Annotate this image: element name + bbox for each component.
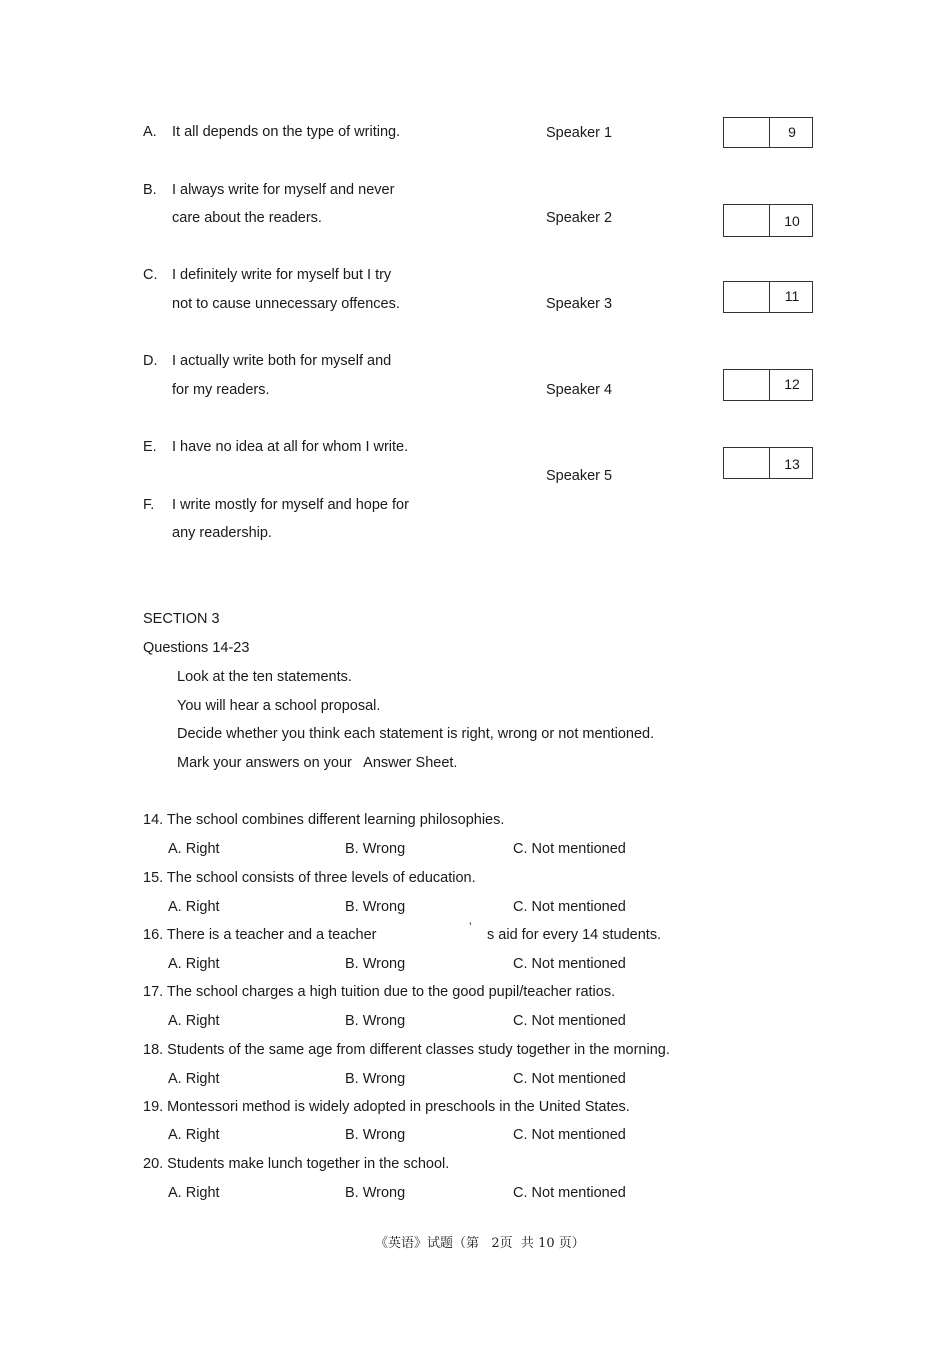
question-15-text: 15. The school consists of three levels of education. [143, 870, 476, 886]
choice-right[interactable]: A. Right [168, 1013, 220, 1029]
option-text-b-line1: I always write for myself and never [172, 182, 395, 198]
speaker-1-label: Speaker 1 [546, 125, 613, 141]
choice-wrong[interactable]: B. Wrong [345, 1127, 406, 1143]
choice-right[interactable]: A. Right [168, 956, 220, 972]
box-number: 12 [784, 376, 800, 392]
choice-not-mentioned[interactable]: C. Not mentioned [513, 899, 626, 915]
box-number: 13 [784, 456, 800, 472]
option-text-c-line2: not to cause unnecessary offences. [172, 296, 400, 312]
option-text-f-line2: any readership. [172, 525, 272, 541]
option-letter-e: E. [143, 439, 157, 455]
question-20-text: 20. Students make lunch together in the school. [143, 1156, 450, 1172]
choice-wrong[interactable]: B. Wrong [345, 899, 406, 915]
speaker-2-label: Speaker 2 [546, 210, 613, 226]
option-letter-d: D. [143, 353, 158, 369]
speaker-4-label: Speaker 4 [546, 382, 613, 398]
choice-not-mentioned[interactable]: C. Not mentioned [513, 1071, 626, 1087]
question-16-text: 16. There is a teacher and a teacher [143, 927, 377, 943]
instruction-line: You will hear a school proposal. [177, 698, 381, 714]
option-letter-a: A. [143, 124, 157, 140]
option-text-d-line2: for my readers. [172, 382, 270, 398]
section-title: SECTION 3 [143, 611, 220, 627]
option-text-c-line1: I definitely write for myself but I try [172, 267, 392, 283]
choice-wrong[interactable]: B. Wrong [345, 841, 406, 857]
box-number: 10 [784, 213, 800, 229]
page-footer: 《英语》试题（第 2页 共 10 页） [375, 1236, 585, 1251]
instruction-line: Look at the ten statements. [177, 669, 352, 685]
question-19-text: 19. Montessori method is widely adopted in preschools in the United States. [143, 1099, 630, 1115]
answer-box-9[interactable] [723, 117, 813, 148]
instruction-line: Mark your answers on your Answer Sheet. [177, 755, 458, 771]
answer-box-10[interactable] [723, 204, 813, 237]
option-letter-b: B. [143, 182, 157, 198]
choice-wrong[interactable]: B. Wrong [345, 956, 406, 972]
choice-not-mentioned[interactable]: C. Not mentioned [513, 956, 626, 972]
answer-box-12[interactable] [723, 369, 813, 401]
question-16-tail: s aid for every 14 students. [487, 927, 662, 943]
option-text-d-line1: I actually write both for myself and [172, 353, 392, 369]
question-16-apostrophe: ’ [469, 920, 472, 934]
instruction-line: Decide whether you think each statement is right, wrong or not mentioned. [177, 726, 655, 742]
choice-right[interactable]: A. Right [168, 1127, 220, 1143]
option-letter-c: C. [143, 267, 158, 283]
speaker-5-label: Speaker 5 [546, 468, 613, 484]
choice-not-mentioned[interactable]: C. Not mentioned [513, 841, 626, 857]
question-range: Questions 14-23 [143, 640, 250, 656]
option-letter-f: F. [143, 497, 155, 513]
choice-wrong[interactable]: B. Wrong [345, 1185, 406, 1201]
choice-not-mentioned[interactable]: C. Not mentioned [513, 1185, 626, 1201]
choice-right[interactable]: A. Right [168, 1071, 220, 1087]
question-14-text: 14. The school combines different learning philosophies. [143, 812, 505, 828]
question-17-text: 17. The school charges a high tuition due to the good pupil/teacher ratios. [143, 984, 616, 1000]
option-text-b-line2: care about the readers. [172, 210, 322, 226]
option-text-e: I have no idea at all for whom I write. [172, 439, 409, 455]
box-number: 11 [784, 288, 800, 304]
option-text-f-line1: I write mostly for myself and hope for [172, 497, 409, 513]
choice-not-mentioned[interactable]: C. Not mentioned [513, 1013, 626, 1029]
choice-right[interactable]: A. Right [168, 1185, 220, 1201]
answer-box-11[interactable] [723, 281, 813, 313]
box-number: 9 [788, 124, 796, 140]
choice-right[interactable]: A. Right [168, 899, 220, 915]
choice-not-mentioned[interactable]: C. Not mentioned [513, 1127, 626, 1143]
speaker-3-label: Speaker 3 [546, 296, 613, 312]
choice-right[interactable]: A. Right [168, 841, 220, 857]
question-18-text: 18. Students of the same age from different classes study together in the morning. [143, 1042, 670, 1058]
choice-wrong[interactable]: B. Wrong [345, 1071, 406, 1087]
choice-wrong[interactable]: B. Wrong [345, 1013, 406, 1029]
option-text-a: It all depends on the type of writing. [172, 124, 401, 140]
answer-box-13[interactable] [723, 447, 813, 479]
